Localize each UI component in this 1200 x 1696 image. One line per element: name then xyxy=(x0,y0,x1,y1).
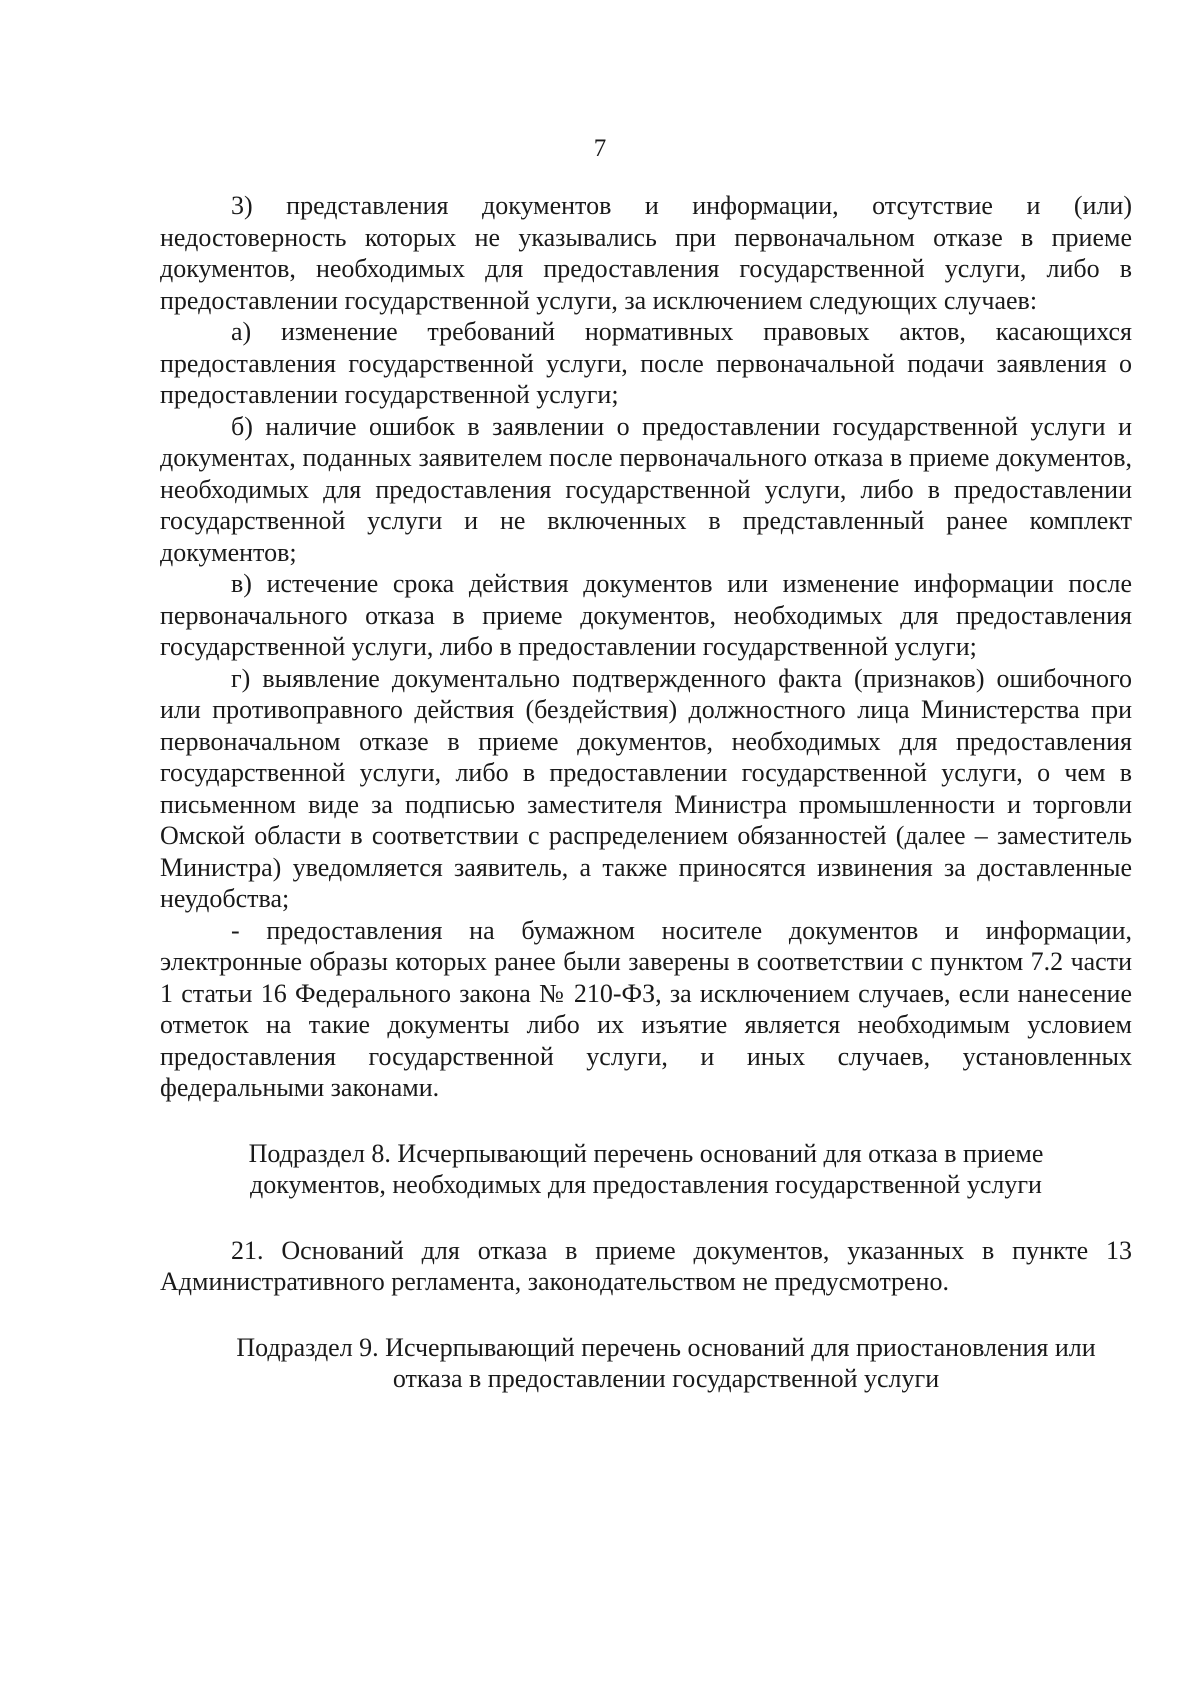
paragraph-subitem-g: г) выявление документально подтвержденного факта (признаков) ошибочного или противоправного действия (бездействия) должностного лица Министерства при первоначальном отказе в приеме документов, необходимых для предоставления государственной услуги, либо в предоставлении государственной услуги, о чем в письменном виде за подписью заместителя Министра промышленности и торговли Омской области в соответствии с распределением обязанностей (далее – заместитель Министра) уведомляется заявитель, а также приносятся извинения за доставленные неудобства; xyxy=(160,663,1132,913)
document-body xyxy=(160,190,1132,1395)
paragraph-21: 21. Оснований для отказа в приеме документов, указанных в пункте 13 Административного регламента, законодательством не предусмотрено. xyxy=(160,1235,1132,1296)
paragraph-subitem-v: в) истечение срока действия документов или изменение информации после первоначального отказа в приеме документов, необходимых для предоставления государственной услуги, либо в предоставлении государственной услуги; xyxy=(160,569,1132,661)
subsection-9-heading: Подраздел 9. Исчерпывающий перечень оснований для приостановления или отказа в предоставлении государственной услуги xyxy=(236,1332,1096,1393)
subsection-8-heading: Подраздел 8. Исчерпывающий перечень оснований для отказа в приеме документов, необходимых для предоставления государственной услуги xyxy=(248,1138,1044,1199)
page-number: 7 xyxy=(593,135,607,162)
paragraph-subitem-b: б) наличие ошибок в заявлении о предоставлении государственной услуги и документах, поданных заявителем после первоначального отказа в приеме документов, необходимых для предоставления государственной услуги, либо в предоставлении государственной услуги и не включенных в представленный ранее комплект документов; xyxy=(160,411,1132,567)
paragraph-paper-documents: - предоставления на бумажном носителе документов и информации, электронные образы которых ранее были заверены в соответствии с пунктом 7.2 части 1 статьи 16 Федерального закона № 210-ФЗ, за исключением случаев, если нанесение отметок на такие документы либо их изъятие является необходимым условием предоставления государственной услуги, и иных случаев, установленных федеральными законами. xyxy=(160,915,1132,1102)
paragraph-subitem-a: а) изменение требований нормативных правовых актов, касающихся предоставления государственной услуги, после первоначальной подачи заявления о предоставлении государственной услуги; xyxy=(160,317,1132,409)
paragraph-item-3: 3) представления документов и информации, отсутствие и (или) недостоверность которых не указывались при первоначальном отказе в приеме документов, необходимых для предоставления государственной услуги, либо в предоставлении государственной услуги, за исключением следующих случаев: xyxy=(160,191,1132,315)
